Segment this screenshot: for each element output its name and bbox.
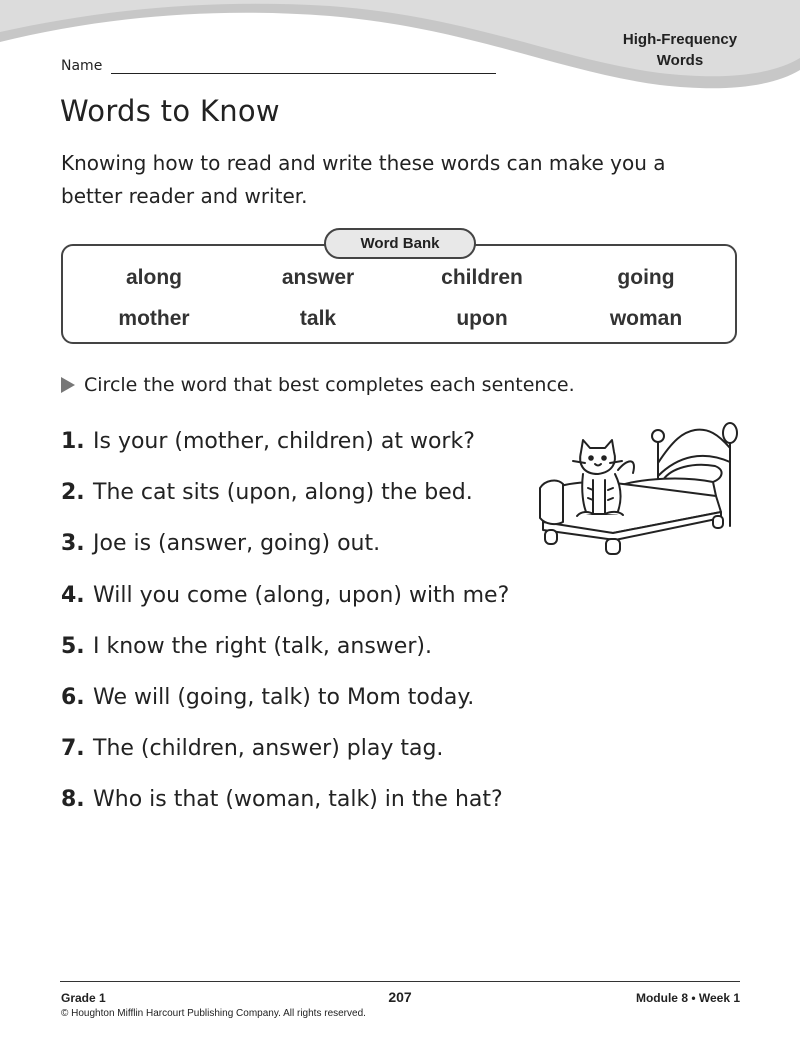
word-bank-word: answer (281, 266, 355, 289)
word-bank-word: along (126, 266, 182, 289)
question-number: 4. (61, 582, 85, 608)
question-text: Joe is (answer, going) out. (93, 531, 381, 557)
question-item[interactable] (61, 518, 509, 569)
question-item[interactable] (61, 621, 509, 672)
footer-grade: Grade 1 (61, 991, 106, 1005)
question-item[interactable] (61, 672, 509, 723)
word-bank-word: talk (299, 307, 337, 330)
question-item[interactable] (61, 723, 509, 774)
footer-copyright: © Houghton Mifflin Harcourt Publishing Company. All rights reserved. (61, 1008, 366, 1019)
word-bank-word: upon (456, 307, 508, 330)
question-list (61, 416, 509, 826)
instructions-text: Circle the word that best completes each sentence. (84, 374, 575, 396)
word-bank-word: mother (118, 307, 190, 330)
tag-line-2: Words (656, 52, 704, 69)
instructions (61, 374, 575, 396)
footer-module: Module 8 • Week 1 (635, 991, 740, 1005)
question-item[interactable] (61, 570, 509, 621)
question-number: 8. (61, 787, 85, 813)
page-title: Words to Know (60, 94, 280, 128)
question-item[interactable] (61, 416, 509, 467)
high-frequency-tag (600, 29, 760, 71)
question-number: 3. (61, 531, 85, 557)
name-line[interactable] (111, 58, 496, 74)
question-number: 5. (61, 633, 85, 659)
question-text: We will (going, talk) to Mom today. (93, 685, 475, 711)
word-bank-label: Word Bank (324, 228, 476, 259)
question-text: Will you come (along, upon) with me? (93, 582, 510, 608)
question-number: 1. (61, 429, 85, 455)
question-text: Who is that (woman, talk) in the hat? (93, 787, 503, 813)
name-row (61, 58, 496, 74)
question-number: 7. (61, 736, 85, 762)
intro-text: Knowing how to read and write these words can make you a better reader and writer. (61, 151, 666, 208)
question-text: The cat sits (upon, along) the bed. (93, 480, 473, 506)
question-text: The (children, answer) play tag. (93, 736, 444, 762)
tag-line-1: High-Frequency (622, 31, 738, 48)
question-text: Is your (mother, children) at work? (93, 429, 475, 455)
question-text: I know the right (talk, answer). (93, 633, 432, 659)
word-bank-word: woman (609, 307, 683, 330)
word-bank-word: children (441, 266, 523, 289)
question-item[interactable] (61, 774, 509, 825)
footer-page-number: 207 (388, 989, 412, 1005)
question-number: 6. (61, 685, 85, 711)
word-bank-word: going (617, 266, 675, 289)
triangle-arrow-icon (61, 377, 75, 393)
question-item[interactable] (61, 467, 509, 518)
question-number: 2. (61, 480, 85, 506)
name-label: Name (61, 58, 103, 74)
word-bank-grid (72, 262, 728, 335)
cat-on-bed-illustration (533, 418, 743, 560)
footer-rule (60, 981, 740, 982)
